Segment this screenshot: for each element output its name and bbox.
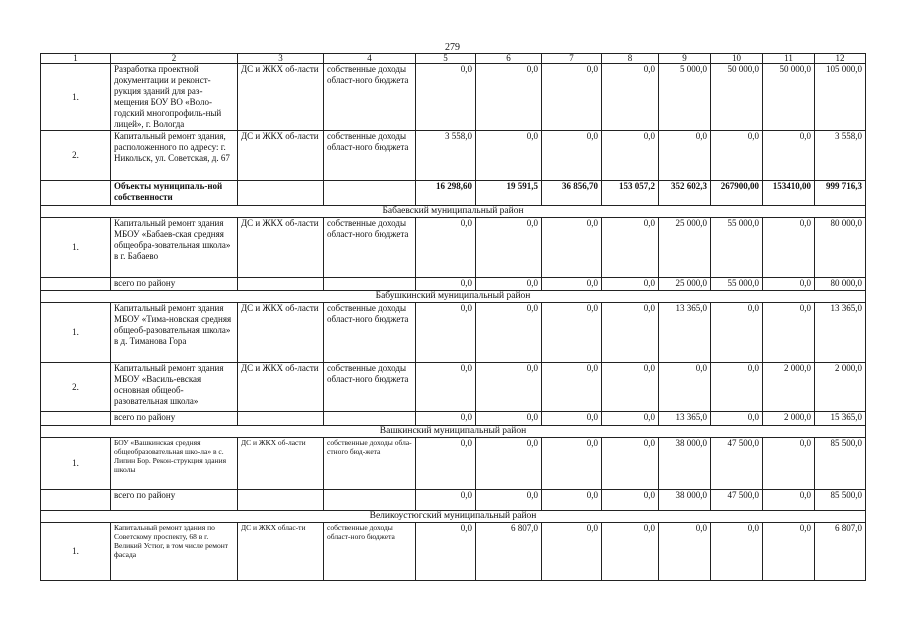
amount-cell: 0,0 — [416, 438, 476, 490]
funding-source: собственные доходы област-ного бюджета — [324, 363, 416, 412]
amount-cell: 0,0 — [711, 303, 763, 363]
header-row — [41, 54, 866, 64]
amount-cell: 0,0 — [763, 438, 815, 490]
section-title: Великоустюгский муниципальный район — [41, 511, 866, 523]
amount-cell: 0,0 — [602, 218, 659, 278]
row-index — [41, 490, 111, 511]
column-header: 12 — [815, 54, 866, 64]
amount-cell: 0,0 — [542, 412, 602, 426]
amount-cell: 55 000,0 — [711, 218, 763, 278]
amount-cell: 0,0 — [476, 131, 542, 181]
amount-cell: 85 500,0 — [815, 490, 866, 511]
amount-cell: 0,0 — [416, 64, 476, 131]
amount-cell: 0,0 — [763, 523, 815, 581]
amount-cell: 0,0 — [416, 523, 476, 581]
amount-cell: 0,0 — [602, 412, 659, 426]
row-index — [41, 278, 111, 291]
amount-cell: 0,0 — [602, 523, 659, 581]
executor: ДС и ЖКХ об-ласти — [238, 438, 324, 490]
funding-source — [324, 412, 416, 426]
executor: ДС и ЖКХ об-ласти — [238, 131, 324, 181]
page-number: 279 — [445, 42, 460, 53]
funding-source — [324, 181, 416, 206]
amount-cell: 0,0 — [602, 363, 659, 412]
funding-source: собственные доходы област-ного бюджета — [324, 131, 416, 181]
executor: ДС и ЖКХ облас-ти — [238, 523, 324, 581]
object-name: Капитальный ремонт здания, расположенного по адресу: г. Никольск, ул. Советская, д. 67 — [111, 131, 238, 181]
amount-cell: 36 856,70 — [542, 181, 602, 206]
amount-cell: 267900,00 — [711, 181, 763, 206]
row-index — [41, 412, 111, 426]
column-header: 7 — [542, 54, 602, 64]
amount-cell: 0,0 — [416, 363, 476, 412]
budget-table — [40, 53, 866, 581]
total-row — [41, 181, 866, 206]
amount-cell: 0,0 — [711, 412, 763, 426]
amount-cell: 0,0 — [659, 363, 711, 412]
section-title: Бабушкинский муниципальный район — [41, 291, 866, 303]
column-header: 6 — [476, 54, 542, 64]
amount-cell: 50 000,0 — [763, 64, 815, 131]
row-index: 1. — [41, 218, 111, 278]
funding-source — [324, 490, 416, 511]
table-row — [41, 438, 866, 490]
amount-cell: 0,0 — [476, 218, 542, 278]
row-index: 2. — [41, 131, 111, 181]
amount-cell: 0,0 — [763, 218, 815, 278]
row-index: 1. — [41, 64, 111, 131]
amount-cell: 0,0 — [416, 303, 476, 363]
object-name: Капитальный ремонт здания МБОУ «Василь-евская основная общеоб-разовательная школа» — [111, 363, 238, 412]
amount-cell: 0,0 — [542, 131, 602, 181]
amount-cell: 999 716,3 — [815, 181, 866, 206]
row-index: 1. — [41, 523, 111, 581]
table-row — [41, 131, 866, 181]
funding-source: собственные доходы област-ного бюджета — [324, 218, 416, 278]
object-name: Капитальный ремонт здания по Советскому проспекту, 68 в г. Великий Устюг, в том числе ремонт фасада — [111, 523, 238, 581]
object-name: всего по району — [111, 490, 238, 511]
table-row — [41, 363, 866, 412]
amount-cell: 0,0 — [542, 438, 602, 490]
amount-cell: 13 365,0 — [659, 412, 711, 426]
amount-cell: 0,0 — [711, 523, 763, 581]
row-index: 1. — [41, 438, 111, 490]
amount-cell: 0,0 — [602, 490, 659, 511]
amount-cell: 80 000,0 — [815, 218, 866, 278]
amount-cell: 0,0 — [416, 278, 476, 291]
column-header: 2 — [111, 54, 238, 64]
amount-cell: 0,0 — [659, 523, 711, 581]
amount-cell: 38 000,0 — [659, 438, 711, 490]
amount-cell: 19 591,5 — [476, 181, 542, 206]
table-row — [41, 218, 866, 278]
row-index — [41, 181, 111, 206]
amount-cell: 2 000,0 — [763, 412, 815, 426]
object-name: Капитальный ремонт здания МБОУ «Бабаев-ская средняя общеобра-зовательная школа» в г. Бабаево — [111, 218, 238, 278]
row-index: 1. — [41, 303, 111, 363]
column-header: 11 — [763, 54, 815, 64]
total-row — [41, 278, 866, 291]
amount-cell: 0,0 — [476, 363, 542, 412]
executor — [238, 278, 324, 291]
amount-cell: 0,0 — [542, 64, 602, 131]
column-header: 5 — [416, 54, 476, 64]
amount-cell: 0,0 — [711, 363, 763, 412]
amount-cell: 0,0 — [602, 64, 659, 131]
amount-cell: 0,0 — [711, 131, 763, 181]
amount-cell: 0,0 — [542, 218, 602, 278]
executor: ДС и ЖКХ об-ласти — [238, 303, 324, 363]
column-header: 10 — [711, 54, 763, 64]
funding-source: собственные доходы обла-стного бюд-жета — [324, 438, 416, 490]
amount-cell: 16 298,60 — [416, 181, 476, 206]
amount-cell: 47 500,0 — [711, 490, 763, 511]
executor: ДС и ЖКХ об-ласти — [238, 363, 324, 412]
amount-cell: 55 000,0 — [711, 278, 763, 291]
column-header: 4 — [324, 54, 416, 64]
amount-cell: 0,0 — [542, 363, 602, 412]
amount-cell: 13 365,0 — [815, 303, 866, 363]
amount-cell: 50 000,0 — [711, 64, 763, 131]
amount-cell: 3 558,0 — [416, 131, 476, 181]
amount-cell: 2 000,0 — [815, 363, 866, 412]
amount-cell: 6 807,0 — [815, 523, 866, 581]
amount-cell: 0,0 — [602, 303, 659, 363]
section-row — [41, 511, 866, 523]
amount-cell: 153 057,2 — [602, 181, 659, 206]
amount-cell: 105 000,0 — [815, 64, 866, 131]
total-row — [41, 412, 866, 426]
amount-cell: 0,0 — [542, 490, 602, 511]
amount-cell: 0,0 — [476, 278, 542, 291]
amount-cell: 3 558,0 — [815, 131, 866, 181]
amount-cell: 352 602,3 — [659, 181, 711, 206]
executor — [238, 181, 324, 206]
amount-cell: 0,0 — [763, 303, 815, 363]
funding-source — [324, 278, 416, 291]
amount-cell: 0,0 — [763, 131, 815, 181]
amount-cell: 80 000,0 — [815, 278, 866, 291]
amount-cell: 15 365,0 — [815, 412, 866, 426]
amount-cell: 0,0 — [542, 303, 602, 363]
amount-cell: 0,0 — [602, 278, 659, 291]
executor — [238, 490, 324, 511]
section-row — [41, 206, 866, 218]
amount-cell: 0,0 — [763, 278, 815, 291]
amount-cell: 0,0 — [542, 278, 602, 291]
row-index: 2. — [41, 363, 111, 412]
amount-cell: 38 000,0 — [659, 490, 711, 511]
executor: ДС и ЖКХ об-ласти — [238, 218, 324, 278]
object-name: Разработка проектной документации и реконст-рукция зданий для раз-мещения БОУ ВО «Воло-годский многопрофиль-ный лицей», г. Вологда — [111, 64, 238, 131]
amount-cell: 0,0 — [602, 131, 659, 181]
amount-cell: 0,0 — [416, 490, 476, 511]
funding-source: собственные доходы област-ного бюджета — [324, 523, 416, 581]
column-header: 1 — [41, 54, 111, 64]
table-row — [41, 523, 866, 581]
amount-cell: 25 000,0 — [659, 218, 711, 278]
amount-cell: 5 000,0 — [659, 64, 711, 131]
table-row — [41, 303, 866, 363]
column-header: 8 — [602, 54, 659, 64]
amount-cell: 0,0 — [476, 412, 542, 426]
object-name: Капитальный ремонт здания МБОУ «Тима-новская средняя общеоб-разовательная школа» в д. Тиманова Гора — [111, 303, 238, 363]
section-row — [41, 426, 866, 438]
amount-cell: 85 500,0 — [815, 438, 866, 490]
executor: ДС и ЖКХ об-ласти — [238, 64, 324, 131]
executor — [238, 412, 324, 426]
object-name: всего по району — [111, 278, 238, 291]
section-title: Вашкинский муниципальный район — [41, 426, 866, 438]
object-name: Объекты муниципаль-ной собственности — [111, 181, 238, 206]
amount-cell: 0,0 — [542, 523, 602, 581]
amount-cell: 0,0 — [476, 303, 542, 363]
amount-cell: 0,0 — [659, 131, 711, 181]
funding-source: собственные доходы област-ного бюджета — [324, 303, 416, 363]
amount-cell: 0,0 — [476, 64, 542, 131]
object-name: БОУ «Вашкинская средняя общеобразовательная шко-ла» в с. Липин Бор. Рекон-струкция здания школы — [111, 438, 238, 490]
column-header: 9 — [659, 54, 711, 64]
amount-cell: 0,0 — [416, 218, 476, 278]
amount-cell: 0,0 — [602, 438, 659, 490]
amount-cell: 25 000,0 — [659, 278, 711, 291]
amount-cell: 0,0 — [416, 412, 476, 426]
section-row — [41, 291, 866, 303]
column-header: 3 — [238, 54, 324, 64]
total-row — [41, 490, 866, 511]
amount-cell: 47 500,0 — [711, 438, 763, 490]
object-name: всего по району — [111, 412, 238, 426]
amount-cell: 13 365,0 — [659, 303, 711, 363]
amount-cell: 2 000,0 — [763, 363, 815, 412]
table-row — [41, 64, 866, 131]
amount-cell: 0,0 — [476, 490, 542, 511]
section-title: Бабаевский муниципальный район — [41, 206, 866, 218]
amount-cell: 0,0 — [763, 490, 815, 511]
amount-cell: 153410,00 — [763, 181, 815, 206]
amount-cell: 6 807,0 — [476, 523, 542, 581]
amount-cell: 0,0 — [476, 438, 542, 490]
funding-source: собственные доходы област-ного бюджета — [324, 64, 416, 131]
